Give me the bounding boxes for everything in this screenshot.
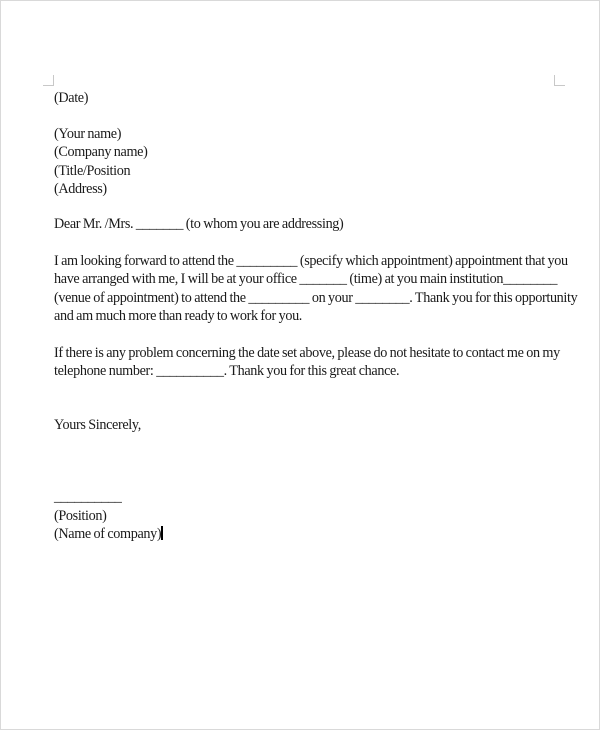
- signature-line: __________: [54, 489, 122, 506]
- recipient-name-line: (Your name): [54, 126, 122, 143]
- spacer: [54, 434, 574, 488]
- spacer: [54, 380, 574, 416]
- spacer: [54, 198, 574, 215]
- paragraph-line: telephone number: __________. Thank you for this great chance.: [54, 363, 400, 380]
- letter-body[interactable]: [54, 89, 578, 543]
- paragraph-line: have arranged with me, I will be at your office _______ (time) at you main institution________: [54, 271, 558, 288]
- date-line: (Date): [54, 90, 89, 106]
- company-text: (Name of company): [54, 525, 162, 542]
- salutation: Dear Mr. /Mrs. _______ (to whom you are addressing): [54, 215, 344, 232]
- spacer: [54, 107, 574, 125]
- company-line: [54, 525, 574, 543]
- recipient-company-line: (Company name): [54, 144, 148, 161]
- margin-corner-marker-top-left: [43, 75, 54, 86]
- recipient-address-block: [54, 125, 574, 198]
- spacer: [54, 325, 574, 344]
- position-line: (Position): [54, 507, 107, 524]
- paragraph-appointment: [54, 252, 578, 325]
- paragraph-line: (venue of appointment) to attend the _________ on your ________. Thank you for this opportunity: [54, 289, 578, 306]
- signature-block: [54, 488, 574, 543]
- spacer: [54, 233, 574, 252]
- paragraph-line: and am much more than ready to work for you.: [54, 307, 303, 324]
- closing: Yours Sincerely,: [54, 417, 141, 434]
- recipient-title-line: (Title/Position: [54, 162, 131, 179]
- paragraph-line: I am looking forward to attend the _________ (specify which appointment) appointment that you: [54, 253, 568, 270]
- paragraph-contact: [54, 344, 574, 380]
- paragraph-line: If there is any problem concerning the date set above, please do not hesitate to contact me on my: [54, 344, 560, 361]
- text-cursor: [161, 526, 163, 540]
- recipient-address-line: (Address): [54, 180, 107, 197]
- margin-corner-marker-top-right: [554, 75, 565, 86]
